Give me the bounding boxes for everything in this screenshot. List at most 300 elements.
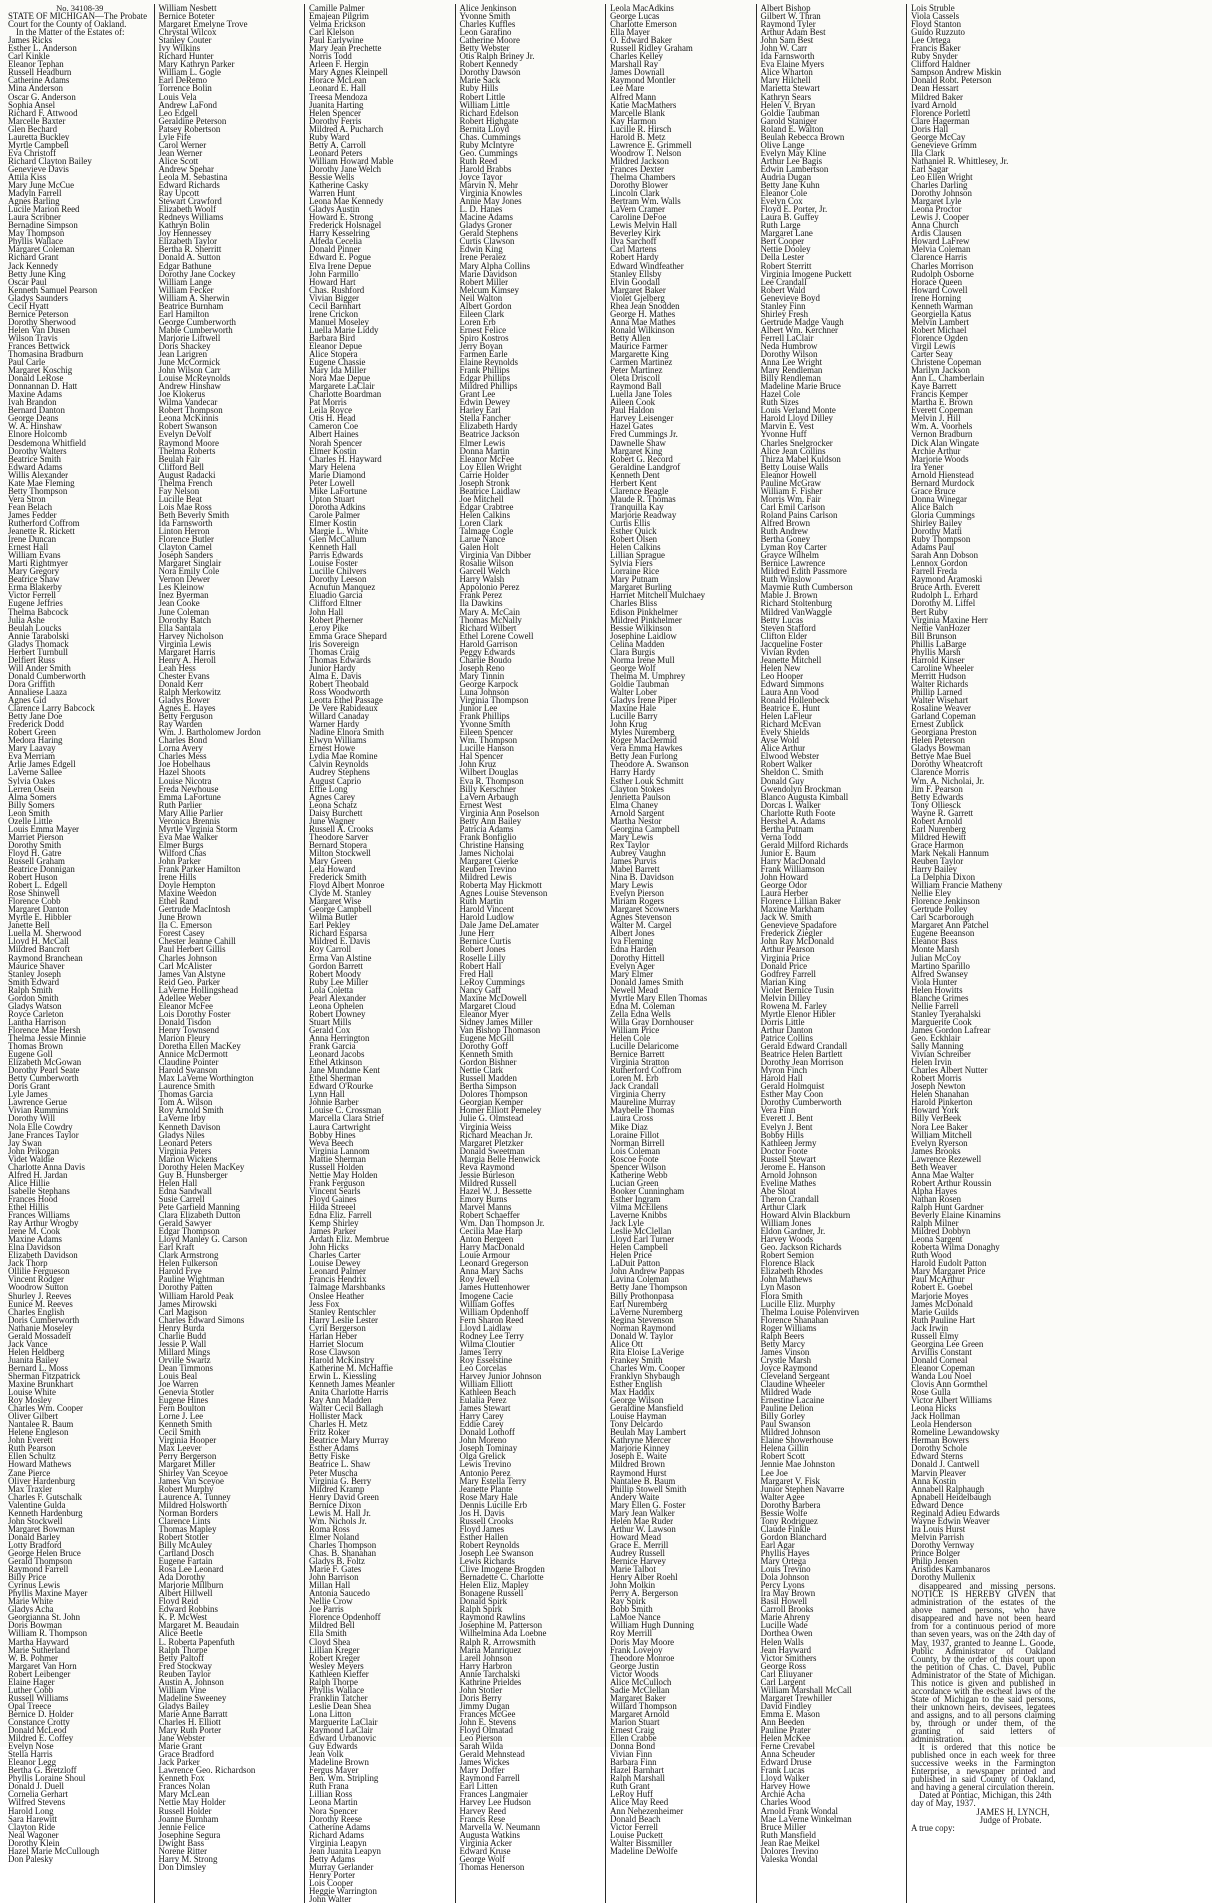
estate-name: Margaret Koschig: [8, 365, 73, 376]
estate-name: James Ricks: [8, 35, 53, 46]
estate-name: Gladys Bower: [158, 695, 210, 706]
estate-name: Roberta May Hickmott: [459, 880, 542, 891]
estate-name: Laura Cross: [610, 1113, 654, 1124]
estate-name: Paul Earlywine: [309, 35, 364, 46]
estate-name: Leonard Jacobs: [309, 1049, 365, 1060]
estate-name: John Parker: [158, 855, 201, 866]
estate-name: Lewis Richards: [459, 1556, 515, 1567]
estate-name: John Everett: [8, 1435, 53, 1446]
estate-name: James Van Alstyne: [158, 968, 226, 979]
estate-name: Kenneth Smith: [459, 1049, 513, 1060]
estate-name: Louise Foster: [309, 558, 358, 569]
estate-name: Fern Sharon Reed: [459, 1314, 524, 1325]
estate-name: Johnie Barber: [309, 1097, 359, 1108]
estate-name: Lloyd Earl Turner: [610, 1234, 675, 1245]
estate-name: Wm. A. Nicholai, Jr.: [911, 775, 985, 786]
estate-name: Everett J. Bent: [760, 1113, 813, 1124]
estate-name: Eva Merriam: [8, 751, 56, 762]
estate-name: Gerald Stephens: [459, 228, 518, 239]
estate-name: James Gordon Lafrear: [911, 1024, 991, 1035]
estate-name: Eleanor Copeman: [911, 1362, 975, 1373]
estate-name: Leola M. Sebastina: [158, 171, 228, 182]
estate-name: Floyd Gaines: [309, 1193, 357, 1204]
estate-name: Earl Agar: [760, 1539, 795, 1550]
estate-name: Rudolph Osborne: [911, 268, 974, 279]
estate-name: Dorothy Leeson: [309, 574, 367, 585]
estate-name: Agnes Carey: [309, 791, 356, 802]
estate-name: Roma Ross: [309, 1523, 350, 1534]
estate-name: Ardis Clausen: [911, 228, 962, 239]
estate-name: Helen Cole: [610, 1033, 651, 1043]
estate-name: Rowena M. Farley: [760, 1000, 827, 1011]
estate-name: Margaret Lane: [760, 228, 813, 239]
estate-name: Mildred Pinkhelmer: [610, 614, 682, 625]
estate-name: Robert Pherner: [309, 614, 363, 625]
estate-name: William Nesbett: [158, 3, 217, 13]
estate-name: Frederick Dodd: [8, 719, 64, 730]
estate-name: Max Leever: [158, 1443, 202, 1454]
estate-name: Lois Mae Ross: [158, 501, 212, 512]
estate-name: Madyln Farrell: [8, 188, 62, 199]
estate-name: Abe Sloat: [760, 1185, 796, 1196]
estate-name: Wm. J. Bartholomew Jordon: [158, 727, 261, 738]
name-list: [159, 4, 303, 1871]
estate-name: Charles H. Elliott: [158, 1716, 221, 1727]
estate-name: L. Roberta Papenfuth: [158, 1636, 235, 1647]
estate-name: Jennie Felice: [158, 1821, 206, 1832]
estate-name: Beatrice Jackson: [459, 429, 520, 440]
estate-name: Jack Parker: [158, 1757, 200, 1768]
estate-name: John Wilson Carr: [158, 365, 221, 376]
estate-name: Earl DeRemo: [158, 75, 208, 86]
estate-name: Frank Bonfiglio: [459, 831, 517, 842]
estate-name: Bill Brunson: [911, 630, 957, 641]
estate-name: Roy Arnold Smith: [158, 1105, 224, 1116]
estate-name: Nathan Rosen: [911, 1193, 962, 1204]
estate-name: Florence Jenkinson: [911, 896, 980, 907]
estate-name: Lawrence Gerue: [8, 1097, 67, 1108]
name-list: [8, 36, 152, 1863]
estate-name: Billy Gorley: [760, 1411, 806, 1422]
estate-name: Robert Highgate: [459, 115, 519, 126]
estate-name: Elmer Lewis: [459, 437, 506, 448]
estate-name: Howard LaFrew: [911, 236, 970, 247]
estate-name: Melvin Lambert: [911, 316, 969, 327]
estate-name: Roland E. Walton: [760, 123, 824, 134]
estate-name: Jim F. Pearson: [911, 783, 963, 794]
estate-name: Marvin N. Mehr: [459, 180, 518, 191]
estate-name: Donald Tisdon: [158, 1016, 212, 1027]
estate-name: Virginia Ann Poselson: [459, 807, 540, 818]
estate-name: Floyd H. Gatre: [8, 847, 62, 858]
estate-name: Arleen F. Hergin: [309, 59, 369, 70]
estate-name: Pearl Alexander: [309, 992, 366, 1003]
estate-name: Annaliese Laaza: [8, 686, 67, 697]
estate-name: Ethel Atkinson: [309, 1057, 363, 1068]
estate-name: Agnes E. Hayes: [158, 703, 216, 714]
estate-name: Lucille Beat: [158, 493, 203, 504]
estate-name: Earl Kraft: [158, 1242, 195, 1253]
estate-name: Wm. Nichols Jr.: [309, 1515, 367, 1526]
estate-name: Geraldine Landgrof: [610, 461, 681, 472]
estate-name: Doris Hall: [911, 123, 949, 134]
estate-name: Maude R. Thomas: [610, 493, 676, 504]
estate-name: Bert Ruby: [911, 606, 948, 617]
estate-name: Eileen Clark: [459, 308, 505, 319]
estate-name: Raymond Montler: [610, 75, 676, 86]
estate-name: Florence Ogden: [911, 332, 968, 343]
estate-name: Ray Spirk: [610, 1596, 646, 1607]
estate-name: Marian King: [760, 976, 807, 987]
estate-name: Eugene Jeffries: [8, 598, 63, 609]
estate-name: William Mitchell: [911, 1129, 973, 1140]
estate-name: Howard Mead: [610, 1531, 662, 1542]
estate-name: Ruby Lee Miller: [309, 976, 369, 987]
estate-name: Margaret Baker: [610, 1692, 666, 1703]
estate-name: Jack Kennedy: [8, 260, 59, 271]
estate-name: Edward Robbins: [158, 1604, 218, 1615]
estate-name: Catherine Adams: [8, 75, 70, 86]
estate-name: Jack Hollman: [911, 1411, 961, 1422]
estate-name: Viola Cassels: [911, 11, 960, 22]
estate-name: Ralph Thorpe: [158, 1644, 208, 1655]
estate-name: Dorthea Owen: [760, 1628, 813, 1639]
estate-name: Ralph R. Arrowsmith: [459, 1636, 536, 1647]
estate-name: Margaret Scowners: [610, 904, 680, 915]
estate-name: Annice McDermott: [158, 1049, 228, 1060]
estate-name: Opal Treece: [8, 1700, 52, 1711]
estate-name: Phyllis Wallace: [309, 1684, 365, 1695]
notice-publish-order: It is ordered that this notice be published once in each week for three successive weeks in the Farmington Enterprise, a newspaper printed and published in said County of Oakland, and having a general circulation therein.: [911, 1742, 1056, 1793]
estate-name: Evelyn J. Bent: [760, 1121, 813, 1132]
estate-name: Charles Bond: [158, 735, 208, 746]
estate-name: Patrice Collins: [760, 1033, 814, 1043]
estate-name: Charlotte Ruth Foote: [760, 807, 836, 818]
estate-name: Austin A. Johnson: [158, 1676, 224, 1687]
estate-name: Raymond Tyler: [760, 19, 816, 30]
estate-name: Clara Burgis: [610, 646, 655, 657]
estate-name: Charles Mess: [158, 751, 207, 762]
estate-name: Billy Prothonpasa: [610, 1290, 674, 1301]
estate-name: Edward Dence: [911, 1499, 964, 1510]
estate-name: Dorothy Wilson: [760, 349, 818, 360]
name-list: [309, 4, 453, 1903]
estate-name: Torrence Bolin: [158, 83, 212, 94]
estate-name: William Opdenhoff: [459, 1306, 529, 1317]
estate-name: Roy Mosley: [8, 1395, 52, 1406]
estate-name: Kenneth Hall: [309, 542, 357, 553]
estate-name: Joe Hobelhaus: [158, 759, 211, 770]
estate-name: Joseph Stronk: [459, 477, 510, 488]
estate-name: Howard Mathews: [8, 1459, 72, 1470]
estate-name: Jane Frances Taylor: [8, 1129, 79, 1140]
estate-name: Daisy Burchett: [309, 807, 363, 818]
estate-name: Robert Downey: [309, 1008, 366, 1019]
estate-name: Rudolph L. Erhard: [911, 590, 978, 601]
estate-name: Maxine Markham: [760, 904, 825, 915]
estate-name: Wesley Meyers: [309, 1660, 364, 1671]
estate-name: Yvonne Smith: [459, 11, 511, 22]
estate-name: Weva Beech: [309, 1137, 354, 1148]
estate-name: Floyd Stanton: [911, 19, 962, 30]
estate-name: Charles H. Hayward: [309, 453, 382, 464]
estate-name: Beatrice Smith: [8, 453, 61, 464]
estate-name: Elizabeth Rhodes: [760, 1266, 823, 1277]
estate-name: Bernita Lloyd: [459, 123, 510, 134]
estate-name: Marjorie Kinney: [610, 1443, 670, 1454]
estate-name: Dorothy Klein: [8, 1837, 60, 1848]
estate-name: Lee Ortega: [911, 35, 951, 46]
estate-name: Roy Jewell: [459, 1274, 500, 1285]
estate-name: Marilyn Jackson: [911, 365, 970, 376]
estate-name: Mary Gregory: [8, 566, 60, 577]
estate-name: Sophia Ansel: [8, 99, 56, 110]
estate-name: Bernice Harvey: [610, 1556, 666, 1567]
estate-name: Dorothy Mullenix: [911, 1572, 976, 1583]
estate-name: Susie Carrell: [158, 1193, 205, 1204]
estate-name: Marie Sack: [459, 75, 501, 86]
estate-name: Bernice Barrett: [610, 1049, 665, 1060]
estate-name: Jean Larigren: [158, 349, 208, 360]
estate-name: Mary Jean Walker: [610, 1507, 675, 1518]
estate-name: Reuben Taylor: [158, 1668, 211, 1679]
estate-name: Harvey Howe: [760, 1781, 811, 1792]
estate-name: Stanley Joseph: [8, 968, 61, 979]
estate-name: Sylvia Fiers: [610, 558, 653, 569]
estate-name: Dorothy Will: [8, 1113, 56, 1124]
estate-name: Fergus Mayer: [309, 1765, 359, 1776]
estate-name: Elizabeth Taylor: [158, 236, 218, 247]
estate-name: Arthur Adam Best: [760, 27, 826, 38]
estate-name: Joseph Newton: [911, 1081, 966, 1092]
estate-name: Miriam Rogers: [610, 896, 664, 907]
estate-name: Raymond Hurst: [610, 1467, 667, 1478]
estate-name: Alfred Brown: [760, 518, 811, 528]
estate-name: Leona Mae Kennedy: [309, 196, 384, 207]
estate-name: Thomas Edwards: [309, 654, 371, 665]
estate-name: Frank Phillips: [459, 711, 510, 722]
estate-name: Clarence Beagle: [610, 485, 669, 496]
estate-name: Myron Finch: [760, 1065, 808, 1076]
estate-name: Paul McArthur: [911, 1274, 965, 1285]
estate-name: Mary Hilchell: [760, 75, 811, 86]
estate-name: Beverley Kirk: [610, 228, 661, 239]
estate-name: Marjorie Liftwell: [158, 332, 221, 343]
estate-name: Harold B. Metz: [610, 131, 666, 142]
estate-name: Cyril Bergerson: [309, 1322, 366, 1333]
estate-name: Edward Adams: [8, 461, 63, 472]
estate-name: Mildred A. Pucharch: [309, 123, 384, 134]
estate-name: George Ross: [760, 1660, 806, 1671]
estate-name: Della Lester: [760, 252, 805, 263]
estate-name: Elnore Holcomb: [8, 429, 67, 440]
estate-name: Louise Puckett: [610, 1829, 663, 1840]
estate-name: Ila C. Emerson: [158, 920, 212, 931]
estate-name: Gordon Blanchard: [760, 1531, 827, 1542]
estate-name: Sadie McClellan: [610, 1684, 670, 1695]
estate-name: Tony Rodriguez: [760, 1515, 818, 1526]
estate-name: Donald James Smith: [610, 976, 684, 987]
estate-name: Geraldine Peterson: [158, 115, 227, 126]
true-copy-label: A true copy:: [911, 1822, 955, 1833]
estate-name: Apnabell Heidelbaugh: [911, 1491, 992, 1502]
estate-name: Eugene Goll: [8, 1049, 53, 1060]
estate-name: John Krug: [610, 719, 648, 730]
estate-name: Dorothy Cumberworth: [760, 1097, 842, 1108]
estate-name: Frederick Ziegler: [760, 928, 823, 939]
name-list: [460, 4, 604, 1871]
estate-name: Reginald Adieu Edwards: [911, 1507, 1000, 1518]
estate-name: George Wolf: [459, 1853, 506, 1864]
estate-name: Alice Hillie: [8, 1177, 50, 1188]
estate-name: Ernest Hall: [8, 542, 49, 553]
estate-name: Helen Hall: [158, 1177, 198, 1188]
estate-name: Agnes Gid: [8, 695, 47, 706]
estate-name: Dorothy Vernway: [911, 1539, 975, 1550]
estate-name: Gerald Mehnstead: [459, 1749, 525, 1760]
estate-name: Edna Eliz. Farrell: [309, 1210, 372, 1221]
notice-number: No. 34108-39: [56, 3, 104, 13]
estate-name: Henry Porter: [309, 1869, 356, 1880]
estate-name: Claudine Pointer: [158, 1057, 219, 1068]
estate-name: Wm. Dan Thompson Jr.: [459, 1218, 545, 1229]
estate-name: Woodrow T. Nelson: [610, 147, 682, 158]
estate-name: Irene M. Cook: [8, 1226, 61, 1237]
estate-name: Freda Newhouse: [158, 783, 219, 794]
estate-name: Virginia Stratton: [610, 1057, 670, 1068]
estate-name: Peter Martinez: [610, 365, 663, 376]
estate-name: Gordon Smith: [8, 992, 59, 1003]
estate-name: Esther Quick: [610, 526, 657, 537]
estate-name: Sarah Wilda: [459, 1741, 504, 1752]
estate-name: George Campbell: [309, 904, 372, 915]
estate-name: Ray Upcott: [158, 188, 200, 199]
estate-name: Mary Laavay: [8, 743, 56, 754]
estate-name: Stanley Ellsby: [610, 268, 662, 279]
estate-name: Albert Haines: [309, 429, 359, 440]
estate-name: Wanda Lou Noel: [911, 1370, 972, 1381]
estate-name: Mary Green: [309, 855, 353, 866]
estate-name: Kenneth Dent: [610, 469, 660, 480]
estate-name: Margaret Van Horn: [8, 1660, 77, 1671]
estate-name: Fred Stockway: [158, 1660, 212, 1671]
estate-name: Melvin Dilley: [760, 992, 811, 1003]
columns-container: [4, 3, 1208, 1904]
estate-name: Lorna Avery: [158, 743, 203, 754]
estate-name: Doris Bowman: [8, 1620, 62, 1631]
estate-name: Bernice Peterson: [8, 308, 69, 319]
estate-name: Eddie Carey: [459, 1419, 504, 1430]
estate-name: Catherine Adams: [309, 1821, 371, 1832]
estate-name: Eugene Beeanson: [911, 928, 975, 939]
estate-name: Ada Dorothy: [158, 1572, 206, 1583]
estate-name: Helen Calkins: [459, 509, 511, 520]
estate-name: Phyllis Hayes: [760, 1548, 810, 1558]
estate-name: Marvin E. Vest: [760, 421, 814, 432]
estate-name: Lucille Delaricome: [610, 1041, 679, 1052]
estate-name: Cameron Coe: [309, 421, 359, 432]
estate-name: May Thompson: [8, 228, 65, 239]
estate-name: Mary Ortega: [760, 1556, 807, 1567]
estate-name: Harold Pinkerton: [911, 1097, 973, 1108]
estate-name: Helen Price: [610, 1250, 652, 1261]
estate-name: Julia Ashe: [8, 614, 45, 625]
estate-name: Les Kleinow: [158, 582, 205, 593]
estate-name: Aristides Kambanaros: [911, 1564, 991, 1575]
estate-name: Beth Weaver: [911, 1161, 957, 1172]
estate-name: Nora Emily Cole: [158, 566, 220, 577]
estate-name: Beatrice Helen Bartlett: [760, 1049, 843, 1060]
estate-name: James Terry: [459, 1346, 503, 1357]
estate-name: Mary Estella Terry: [459, 1475, 527, 1486]
estate-name: Beatrice Burnham: [158, 300, 224, 311]
estate-name: Maxine Hale: [610, 703, 657, 714]
estate-name: Thelma Jessie Minnie: [8, 1033, 86, 1043]
estate-name: Edward Windfeather: [610, 260, 684, 271]
estate-name: Sheldon C. Smith: [760, 767, 824, 778]
estate-name: Anna Church: [911, 220, 959, 231]
estate-name: Henry Burda: [158, 1322, 205, 1333]
estate-name: Marie Sutherland: [8, 1644, 70, 1655]
estate-name: Forest Casey: [158, 928, 205, 939]
estate-name: George Wolf: [610, 662, 656, 673]
estate-name: Doris Grant: [8, 1081, 51, 1092]
estate-name: Kathleen Kieffer: [309, 1668, 369, 1679]
estate-name: Everett Copeman: [911, 405, 973, 416]
estate-name: Rex Taylor: [610, 839, 650, 850]
estate-name: Oliver Gilbert: [8, 1411, 59, 1422]
estate-name: Bettye Mae Buel: [911, 751, 972, 762]
estate-name: Adellee Weber: [158, 992, 212, 1003]
estate-name: Ernest West: [459, 799, 502, 810]
estate-name: Carl Emil Carlson: [760, 501, 826, 512]
estate-name: Anna Kostin: [911, 1475, 957, 1486]
estate-name: Marie Guilds: [911, 1306, 959, 1317]
estate-name: William F. Fisher: [760, 485, 823, 496]
estate-name: Russell Headburn: [8, 67, 72, 78]
estate-name: Fean Belach: [8, 501, 53, 512]
estate-name: Kemp Shirley: [309, 1218, 359, 1229]
estate-name: Helen Campbell: [610, 1242, 668, 1253]
estate-name: Bobb Smith: [610, 1604, 653, 1615]
estate-name: Elmer Burgs: [158, 839, 204, 850]
estate-name: Chester Evans: [158, 670, 210, 681]
estate-name: Frank Perez: [459, 590, 503, 601]
estate-name: Russell Madden: [459, 1073, 517, 1084]
estate-name: Nadine Elnora Smith: [309, 727, 384, 738]
estate-name: Antonio Perez: [459, 1467, 511, 1478]
estate-name: Harry Hardy: [610, 767, 656, 778]
estate-name: Ferne Crevabel: [760, 1741, 815, 1752]
estate-name: Fay Nelson: [158, 485, 200, 496]
estate-name: Floyd Reid: [158, 1596, 199, 1607]
estate-name: Ruth Grant: [610, 1781, 650, 1792]
estate-name: Julian McCoy: [911, 952, 962, 963]
estate-name: Dennis Lucille Erb: [459, 1499, 528, 1510]
estate-name: Ralph Thorpe: [309, 1676, 358, 1687]
estate-name: Walter Richards: [911, 678, 969, 689]
estate-name: Lavina Coleman: [610, 1274, 669, 1285]
estate-name: Eleanor Legg: [8, 1757, 57, 1768]
estate-name: Harold Lloyd Dilley: [760, 413, 833, 424]
estate-name: Norman Borders: [158, 1507, 218, 1518]
estate-name: Georgina Campbell: [610, 823, 680, 834]
estate-name: Perry A. Bergerson: [610, 1588, 679, 1599]
estate-name: Margie L. White: [309, 526, 369, 537]
estate-name: John Barrison: [309, 1572, 359, 1583]
estate-name: Cecil Barnhart: [309, 300, 361, 311]
estate-name: LaDuit Patton: [610, 1258, 661, 1269]
